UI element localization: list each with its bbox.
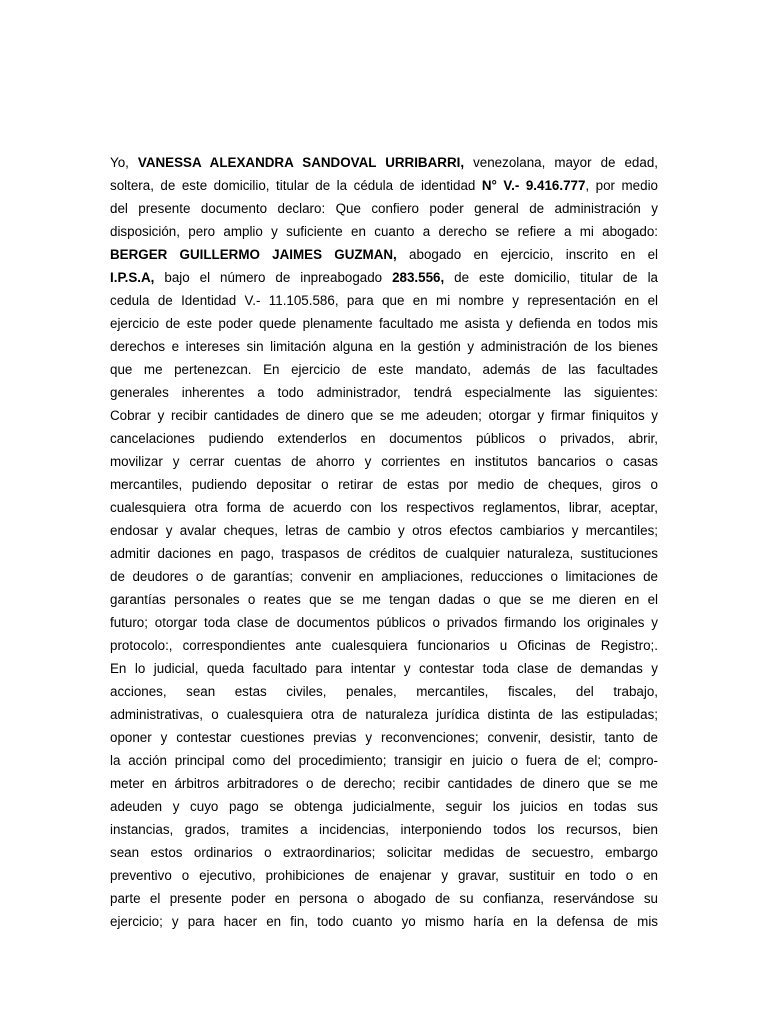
text-line: [110, 726, 658, 749]
text-segment: abogado en ejercicio, inscrito en el: [396, 247, 658, 262]
text-segment: de deudores o de garantías; convenir en ampliaciones, reducciones o limitaciones de: [110, 569, 658, 584]
text-segment: Yo,: [110, 155, 138, 170]
text-segment: garantías personales o reates que se me tengan dadas o que se me dieren en el: [110, 592, 658, 607]
bold-text-segment: N° V.- 9.416.777: [481, 178, 586, 193]
bold-text-segment: BERGER GUILLERMO JAIMES GUZMAN,: [110, 247, 397, 262]
text-segment: preventivo o ejecutivo, prohibiciones de enajenar y gravar, sustituir en todo o en: [110, 868, 658, 883]
text-line: [110, 335, 658, 358]
text-line: [110, 174, 658, 197]
text-segment: soltera, de este domicilio, titular de la cédula de identidad: [110, 178, 482, 193]
text-line: [110, 427, 658, 450]
text-segment: movilizar y cerrar cuentas de ahorro y corrientes en institutos bancarios o casas: [110, 454, 658, 469]
text-line: [110, 887, 658, 910]
text-segment: cedula de Identidad V.- 11.105.586, para que en mi nombre y representación en el: [110, 293, 658, 308]
text-segment: generales inherentes a todo administrador, tendrá especialmente las siguientes:: [110, 385, 658, 400]
text-line: [110, 496, 658, 519]
text-segment: protocolo:, correspondientes ante cualesquiera funcionarios u Oficinas de Registro;.: [110, 638, 658, 653]
text-segment: sean estos ordinarios o extraordinarios; solicitar medidas de secuestro, embargo: [110, 845, 658, 860]
text-line: [110, 473, 658, 496]
text-line: [110, 542, 658, 565]
text-segment: mercantiles, pudiendo depositar o retirar de estas por medio de cheques, giros o: [110, 477, 658, 492]
text-segment: En lo judicial, queda facultado para intentar y contestar toda clase de demandas y: [110, 661, 658, 676]
text-segment: la acción principal como del procedimiento; transigir en juicio o fuera de el; compro-: [110, 753, 658, 768]
text-segment: oponer y contestar cuestiones previas y reconvenciones; convenir, desistir, tanto de: [110, 730, 658, 745]
text-segment: que me pertenezcan. En ejercicio de este mandato, además de las facultades: [110, 362, 658, 377]
text-segment: del presente documento declaro: Que confiero poder general de administración y: [110, 201, 658, 216]
text-line: [110, 358, 658, 381]
text-line: [110, 680, 658, 703]
text-line: [110, 519, 658, 542]
text-segment: derechos e intereses sin limitación alguna en la gestión y administración de los bienes: [110, 339, 658, 354]
text-segment: cancelaciones pudiendo extenderlos en documentos públicos o privados, abrir,: [110, 431, 658, 446]
text-line: [110, 634, 658, 657]
text-line: [110, 404, 658, 427]
bold-text-segment: VANESSA ALEXANDRA SANDOVAL URRIBARRI,: [137, 155, 465, 170]
text-segment: parte el presente poder en persona o abogado de su confianza, reservándose su: [110, 891, 658, 906]
text-segment: de este domicilio, titular de la: [444, 270, 658, 285]
text-line: [110, 772, 658, 795]
bold-text-segment: 283.556,: [392, 270, 445, 285]
text-segment: acciones, sean estas civiles, penales, mercantiles, fiscales, del trabajo,: [110, 684, 658, 699]
text-segment: futuro; otorgar toda clase de documentos públicos o privados firmando los originales y: [110, 615, 658, 630]
text-segment: administrativas, o cualesquiera otra de naturaleza jurídica distinta de las estipuladas;: [110, 707, 658, 722]
text-line: [110, 818, 658, 841]
text-segment: ejercicio de este poder quede plenamente facultado me asista y defienda en todos mis: [110, 316, 658, 331]
text-segment: cualesquiera otra forma de acuerdo con los respectivos reglamentos, librar, aceptar,: [110, 500, 658, 515]
text-line: [110, 749, 658, 772]
text-segment: bajo el número de inpreabogado: [154, 270, 393, 285]
document-body: [110, 151, 658, 933]
text-segment: , por medio: [585, 178, 658, 193]
text-segment: meter en árbitros arbitradores o de derecho; recibir cantidades de dinero que se me: [110, 776, 658, 791]
text-line: [110, 243, 658, 266]
text-segment: ejercicio; y para hacer en fin, todo cuanto yo mismo haría en la defensa de mis: [110, 914, 658, 929]
text-line: [110, 611, 658, 634]
text-line: [110, 151, 658, 174]
text-line: [110, 220, 658, 243]
text-line: [110, 197, 658, 220]
text-line: [110, 565, 658, 588]
text-segment: admitir daciones en pago, traspasos de créditos de cualquier naturaleza, sustituciones: [110, 546, 658, 561]
bold-text-segment: I.P.S.A,: [110, 270, 155, 285]
text-segment: disposición, pero amplio y suficiente en cuanto a derecho se refiere a mi abogado:: [110, 224, 658, 239]
text-line: [110, 266, 658, 289]
text-segment: endosar y avalar cheques, letras de cambio y otros efectos cambiarios y mercantiles;: [110, 523, 658, 538]
text-line: [110, 450, 658, 473]
text-segment: adeuden y cuyo pago se obtenga judicialmente, seguir los juicios en todas sus: [110, 799, 658, 814]
text-line: [110, 381, 658, 404]
text-line: [110, 910, 658, 933]
text-line: [110, 588, 658, 611]
text-line: [110, 703, 658, 726]
text-line: [110, 312, 658, 335]
text-segment: venezolana, mayor de edad,: [464, 155, 658, 170]
text-line: [110, 657, 658, 680]
text-segment: instancias, grados, tramites a incidencias, interponiendo todos los recursos, bien: [110, 822, 658, 837]
text-line: [110, 289, 658, 312]
text-segment: Cobrar y recibir cantidades de dinero que se me adeuden; otorgar y firmar finiquitos y: [110, 408, 658, 423]
text-line: [110, 864, 658, 887]
text-line: [110, 795, 658, 818]
text-line: [110, 841, 658, 864]
